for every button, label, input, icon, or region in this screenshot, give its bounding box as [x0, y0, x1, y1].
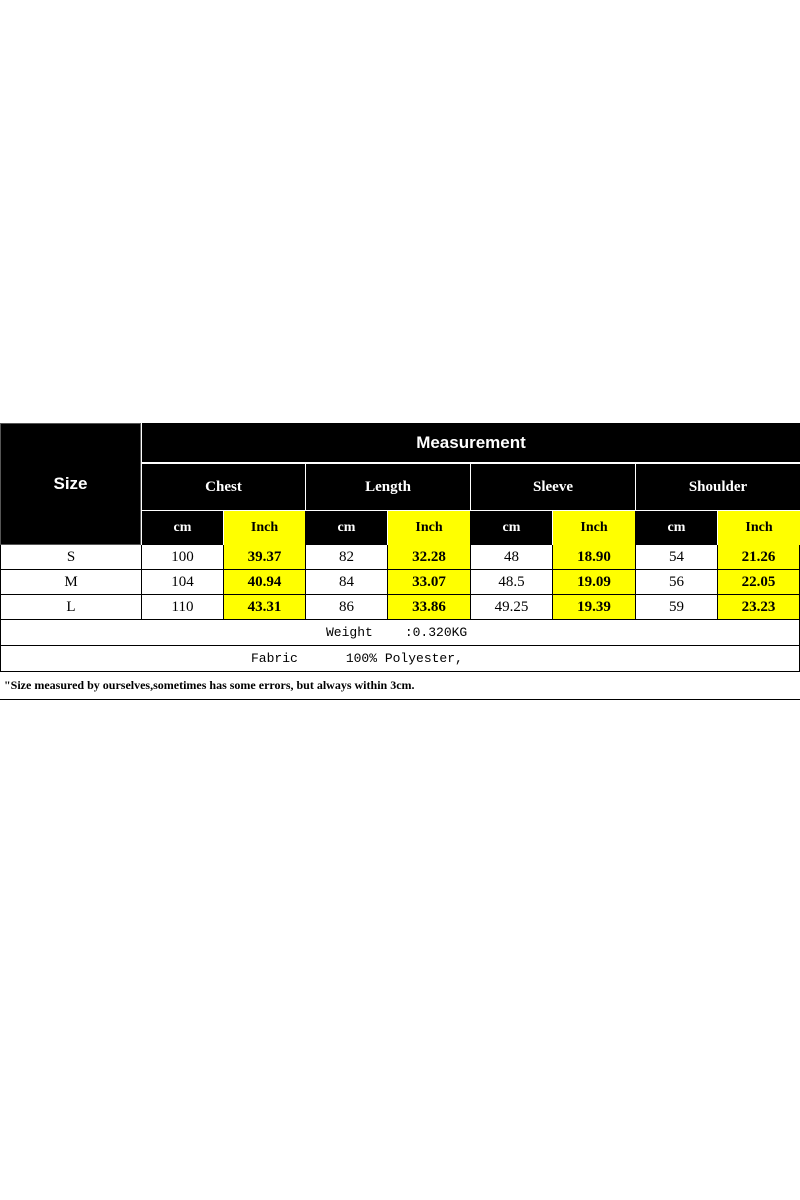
shoulder-cm-header: cm [636, 511, 718, 545]
sleeve-inch-cell: 19.39 [553, 595, 636, 620]
shoulder-cm-cell: 54 [636, 545, 718, 570]
chest-inch-header: Inch [224, 511, 306, 545]
table-row [0, 545, 800, 570]
chest-cm-cell: 110 [142, 595, 224, 620]
length-inch-cell: 33.86 [388, 595, 471, 620]
sleeve-header: Sleeve [471, 464, 636, 510]
length-cm-cell: 82 [306, 545, 388, 570]
length-inch-cell: 33.07 [388, 570, 471, 595]
size-cell: M [0, 570, 142, 595]
chest-inch-cell: 39.37 [224, 545, 306, 570]
table-row [0, 595, 800, 620]
sleeve-cm-cell: 48 [471, 545, 553, 570]
shoulder-inch-cell: 21.26 [718, 545, 800, 570]
shoulder-inch-header: Inch [718, 511, 800, 545]
fabric-value: 100% Polyester, [345, 651, 463, 666]
size-note: "Size measured by ourselves,sometimes has some errors, but always within 3cm. [0, 672, 800, 700]
size-header: Size [0, 423, 141, 545]
weight-label: Weight [326, 625, 373, 640]
measurement-header: Measurement [142, 423, 800, 463]
weight-value: :0.320KG [404, 625, 468, 640]
sleeve-cm-cell: 49.25 [471, 595, 553, 620]
table-row [0, 570, 800, 595]
length-cm-cell: 84 [306, 570, 388, 595]
length-cm-header: cm [306, 511, 388, 545]
chest-header: Chest [142, 464, 306, 510]
sleeve-cm-header: cm [471, 511, 553, 545]
length-header: Length [306, 464, 471, 510]
chest-cm-header: cm [142, 511, 224, 545]
weight-row [0, 620, 800, 646]
chest-cm-cell: 104 [142, 570, 224, 595]
shoulder-cm-cell: 56 [636, 570, 718, 595]
chest-cm-cell: 100 [142, 545, 224, 570]
shoulder-inch-cell: 23.23 [718, 595, 800, 620]
fabric-label: Fabric [251, 651, 298, 666]
length-inch-cell: 32.28 [388, 545, 471, 570]
sleeve-cm-cell: 48.5 [471, 570, 553, 595]
sleeve-inch-cell: 18.90 [553, 545, 636, 570]
shoulder-cm-cell: 59 [636, 595, 718, 620]
size-cell: S [0, 545, 142, 570]
sleeve-inch-header: Inch [553, 511, 636, 545]
chest-inch-cell: 40.94 [224, 570, 306, 595]
shoulder-header: Shoulder [636, 464, 800, 510]
size-cell: L [0, 595, 142, 620]
chest-inch-cell: 43.31 [224, 595, 306, 620]
shoulder-inch-cell: 22.05 [718, 570, 800, 595]
length-inch-header: Inch [388, 511, 471, 545]
sleeve-inch-cell: 19.09 [553, 570, 636, 595]
fabric-row [0, 646, 800, 672]
length-cm-cell: 86 [306, 595, 388, 620]
